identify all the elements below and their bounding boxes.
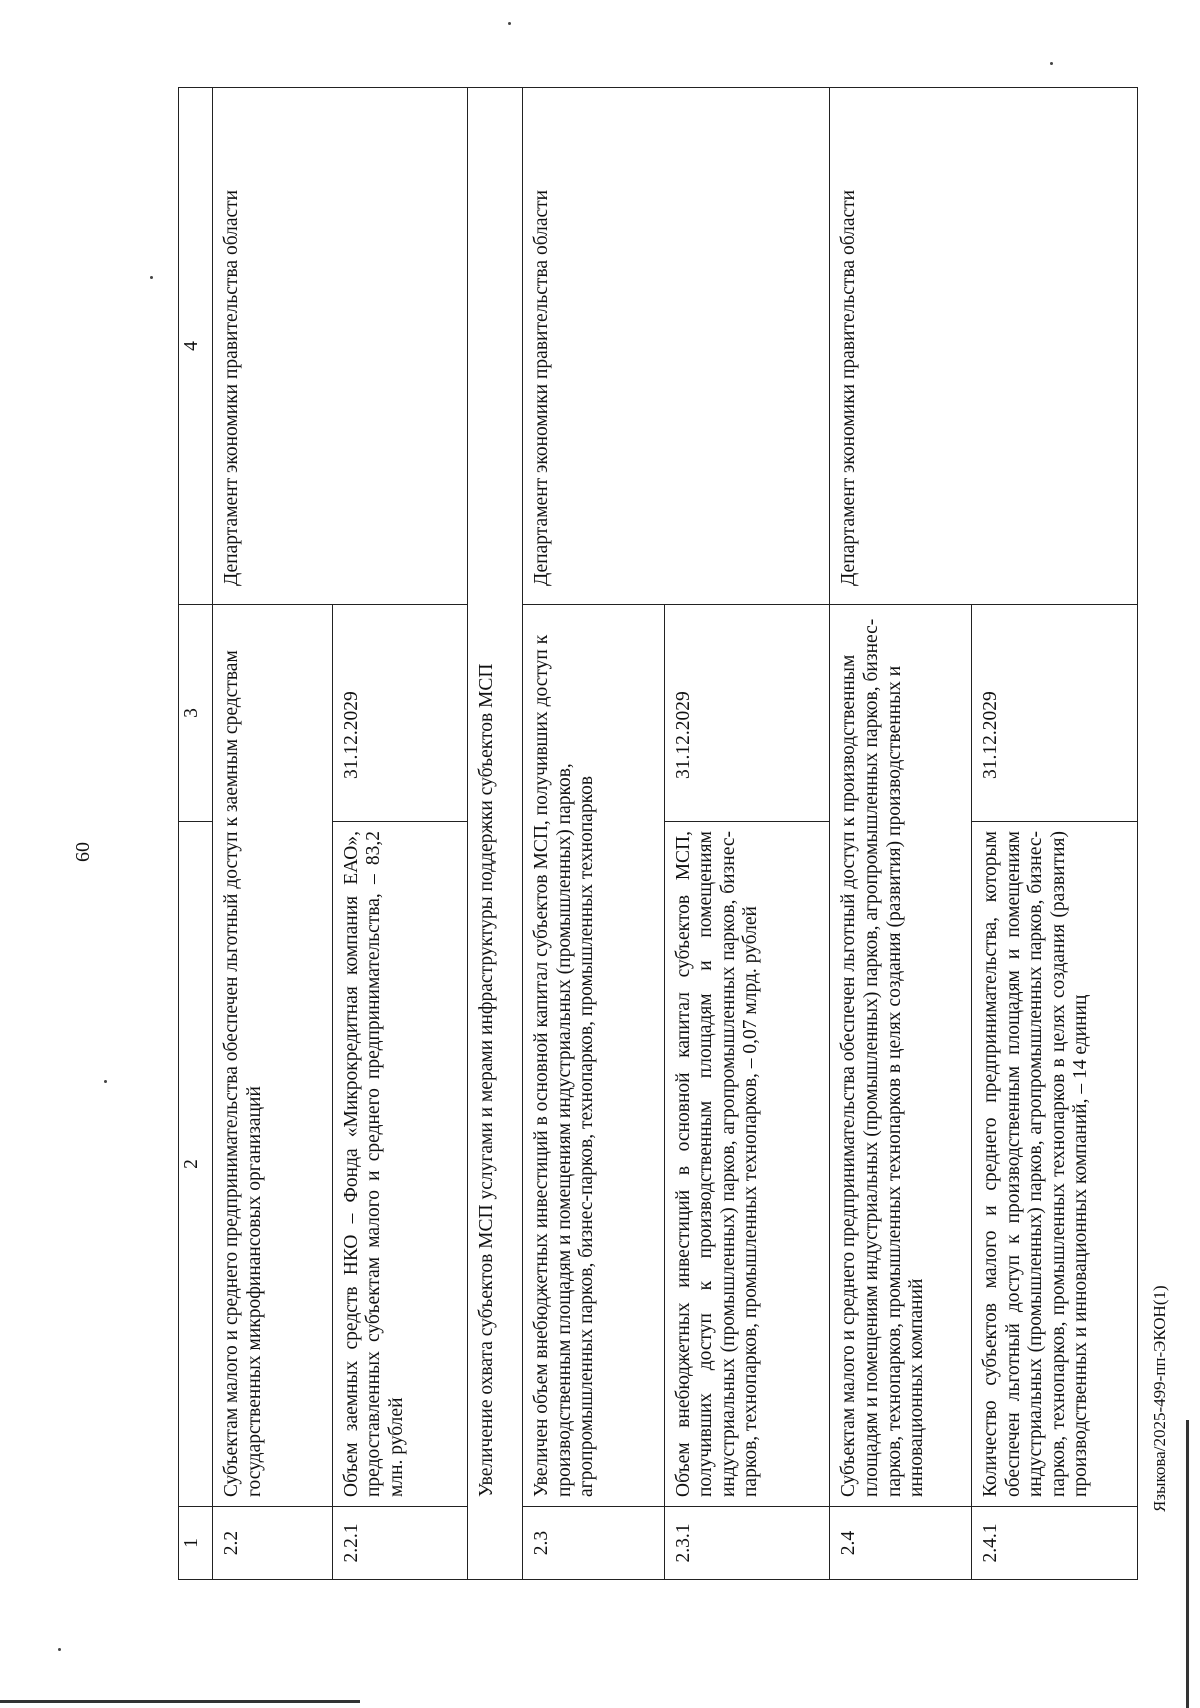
scan-speck	[150, 276, 153, 279]
row-number: 2.3	[522, 1507, 664, 1580]
scan-edge-line	[0, 1700, 360, 1703]
responsible-department: Департамент экономики правительства области	[522, 88, 829, 605]
section-row	[467, 88, 522, 1580]
deadline-date: 31.12.2029	[972, 605, 1138, 822]
row-number: 2.2.1	[332, 1507, 467, 1580]
row-number: 2.4.1	[972, 1507, 1138, 1580]
indicator-text: Количество субъектов малого и среднего предпринимательства, которым обеспечен льготный доступ к производственным площадям и помещениям индустриальных (промышленных) парков, агропромышленных парков, бизнес-парков, технопарков, промышленных технопарков в целях создания (развития) производственных и инновационных компаний, – 14 единиц	[972, 822, 1138, 1507]
responsible-department: Департамент экономики правительства области	[830, 88, 1138, 605]
table-row	[213, 88, 332, 1580]
scan-speck	[1050, 62, 1053, 65]
goal-text: Субъектам малого и среднего предпринимательства обеспечен льготный доступ к заемным средствам государственных микрофинансовых организаций	[213, 605, 332, 1507]
goal-text: Субъектам малого и среднего предпринимательства обеспечен льготный доступ к производственным площадям и помещениям индустриальных (промышленных) парков, агропромышленных парков, бизнес-парков, технопарков, промышленных технопарков в целях создания (развития) производственных и инновационных компаний	[830, 605, 972, 1507]
scan-speck	[508, 22, 511, 25]
table-row	[830, 88, 972, 1580]
row-number: 2.3.1	[664, 1507, 830, 1580]
row-number: 2.4	[830, 1507, 972, 1580]
plan-table-wrapper	[178, 124, 1138, 1580]
section-title: Увеличение охвата субъектов МСП услугами и мерами инфраструктуры поддержки субъектов МСП	[467, 88, 522, 1580]
scan-speck	[58, 1648, 61, 1651]
document-footer-code: Языкова/2025-499-пп-ЭКОН(1)	[1150, 1285, 1169, 1512]
header-col-4: 4	[179, 88, 213, 605]
goal-text: Увеличен объем внебюджетных инвестиций в основной капитал субъектов МСП, получивших доступ к производственным площадям и помещениям индустриальных (промышленных) парков, агропромышленных парков, бизнес-парков, технопарков, промышленных технопарков	[522, 605, 664, 1507]
scan-speck	[104, 1080, 107, 1083]
table-row	[522, 88, 664, 1580]
indicator-text: Объем заемных средств НКО – Фонда «Микрокредитная компания ЕАО», предоставленных субъектам малого и среднего предпринимательства, – 83,2 млн. рублей	[332, 822, 467, 1507]
header-col-1: 1	[179, 1507, 213, 1580]
header-col-3: 3	[179, 605, 213, 822]
header-col-2: 2	[179, 822, 213, 1507]
plan-table	[178, 87, 1138, 1580]
deadline-date: 31.12.2029	[664, 605, 830, 822]
responsible-department: Департамент экономики правительства области	[213, 88, 467, 605]
deadline-date: 31.12.2029	[332, 605, 467, 822]
table-header-row	[179, 88, 213, 1580]
row-number: 2.2	[213, 1507, 332, 1580]
page-number: 60	[72, 842, 94, 862]
indicator-text: Объем внебюджетных инвестиций в основной капитал субъектов МСП, получивших доступ к производственным площадям и помещениям индустриальных (промышленных) парков, агропромышленных парков, бизнес-парков, технопарков, промышленных технопарков, – 0,07 млрд. рублей	[664, 822, 830, 1507]
scan-edge-line	[1186, 1420, 1189, 1708]
